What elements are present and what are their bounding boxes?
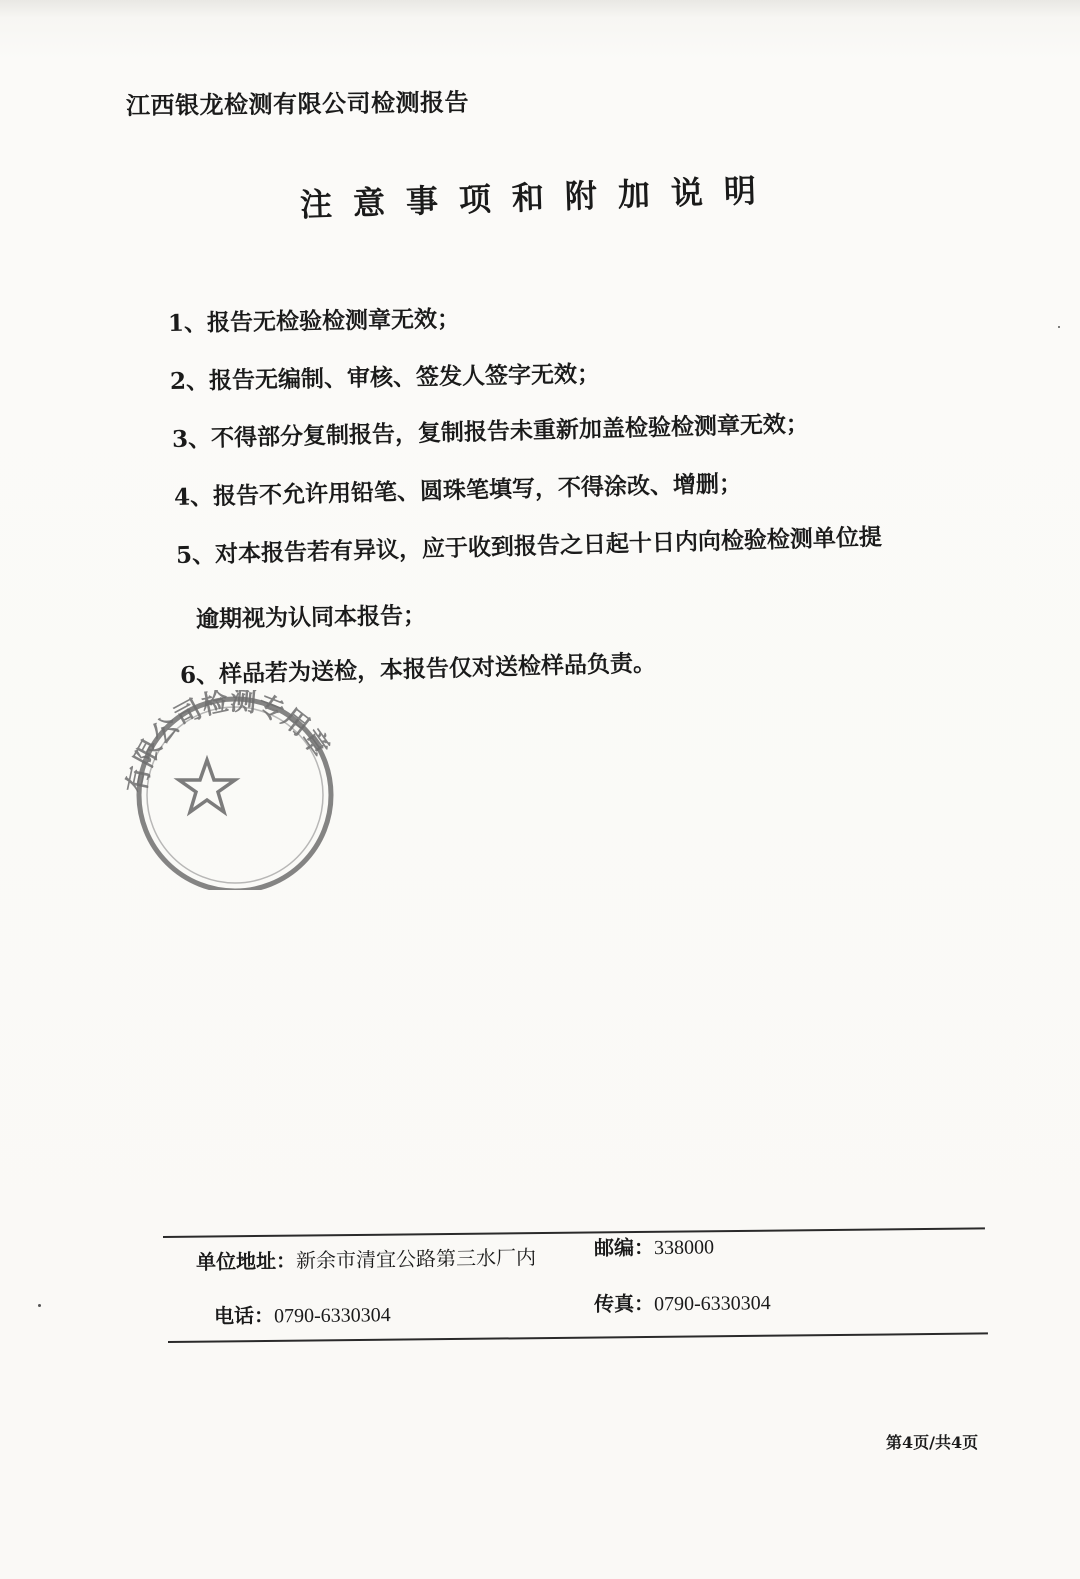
- page-number: 第4页/共4页: [886, 1433, 979, 1452]
- note-item-1: 1、报告无检验检测章无效；: [167, 305, 461, 337]
- footer-bottom-rule: [168, 1332, 988, 1343]
- scan-speck: [1058, 326, 1060, 328]
- fax-label: 传真：: [593, 1291, 655, 1316]
- seal-text: 有限公司检测专用章: [121, 690, 335, 796]
- note-item-4: 4、报告不允许用铅笔、圆珠笔填写，不得涂改、增删；: [173, 470, 743, 511]
- footer-top-rule: [163, 1227, 985, 1238]
- note-item-5-continued: 逾期视为认同本报告；: [195, 601, 427, 633]
- report-header: 江西银龙检测有限公司检测报告: [125, 87, 470, 120]
- note-item-3: 3、不得部分复制报告，复制报告未重新加盖检验检测章无效；: [171, 410, 810, 453]
- phone-label: 电话：: [213, 1303, 275, 1328]
- postcode-label: 邮编：: [593, 1235, 655, 1260]
- footer-fax: [594, 1286, 771, 1317]
- address-label: 单位地址：: [195, 1248, 297, 1274]
- official-seal: [105, 690, 335, 890]
- footer-address: [196, 1241, 536, 1275]
- fax-value: 0790-6330304: [653, 1292, 771, 1316]
- footer-phone: [214, 1298, 391, 1329]
- footer-postcode: [594, 1230, 714, 1261]
- note-item-6: 6、样品若为送检，本报告仅对送检样品负责。: [179, 649, 657, 689]
- address-value: 新余市清宜公路第三水厂内: [295, 1247, 537, 1273]
- note-item-5: 5、对本报告若有异议，应于收到报告之日起十日内向检验检测单位提: [175, 523, 883, 569]
- seal-stamp-icon: [105, 690, 365, 890]
- postcode-value: 338000: [653, 1236, 715, 1260]
- note-item-2: 2、报告无编制、审核、签发人签字无效；: [169, 360, 601, 395]
- phone-value: 0790-6330304: [273, 1304, 391, 1328]
- page-title: 注意事项和附加说明: [299, 171, 778, 224]
- scan-speck: [38, 1304, 41, 1307]
